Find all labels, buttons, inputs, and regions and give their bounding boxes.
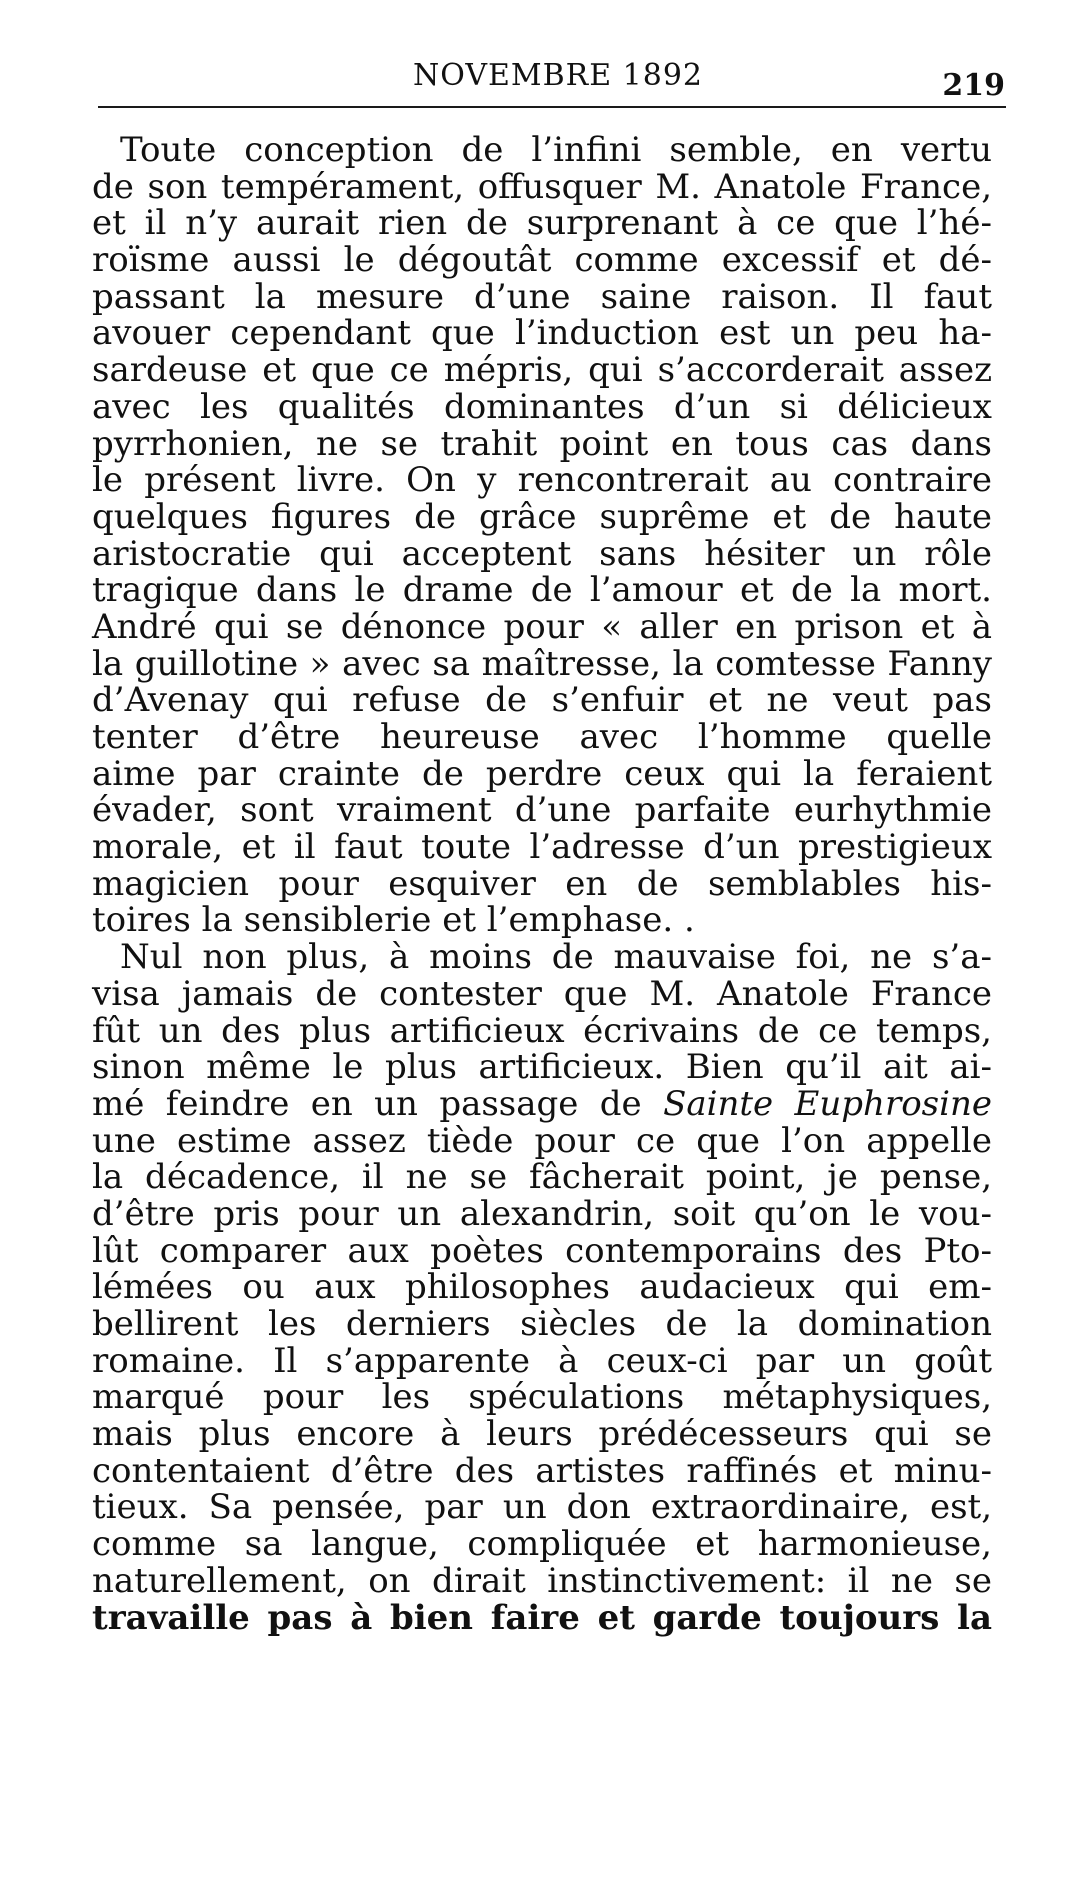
text-line-with-title [92, 1083, 993, 1124]
text-line: morale, et il faut toute l’adresse d’un prestigieux [92, 827, 992, 868]
text-line: Nul non plus, à moins de mauvaise foi, ne s’a- [120, 937, 992, 978]
text-line: fût un des plus artificieux écrivains de ce temps, [92, 1010, 992, 1051]
text-line: et il n’y aurait rien de surprenant à ce que l’hé- [92, 203, 992, 244]
text-line: une estime assez tiède pour ce que l’on appelle [92, 1120, 992, 1161]
text-line: tragique dans le drame de l’amour et de la mort. [92, 570, 992, 611]
text-line: le présent livre. On y rencontrerait au contraire [92, 460, 992, 501]
text-line: toires la sensiblerie et l’emphase. . [92, 900, 695, 941]
text-line: la guillotine » avec sa maîtresse, la comtesse Fanny [92, 643, 992, 684]
text-line: bellirent les derniers siècles de la domination [92, 1304, 992, 1344]
running-title: NOVEMBRE 1892 [413, 58, 704, 93]
text-line: lût comparer aux poètes contemporains des Pto- [92, 1230, 992, 1271]
text-line: naturellement, on dirait instinctivement: il ne se [92, 1560, 992, 1601]
text-line: aime par crainte de perdre ceux qui la feraient [92, 753, 992, 794]
text-line: d’Avenay qui refuse de s’enfuir et ne veut pas [92, 680, 992, 721]
text-fragment: mé feindre en un passage de [92, 1083, 664, 1124]
text-line: quelques figures de grâce suprême et de haute [92, 496, 992, 537]
text-line: tieux. Sa pensée, par un don extraordinaire, est, [92, 1487, 992, 1528]
text-line: romaine. Il s’apparente à ceux-ci par un goût [92, 1340, 992, 1381]
text-line: avouer cependant que l’induction est un peu ha- [92, 313, 992, 354]
text-line: aristocratie qui acceptent sans hésiter un rôle [92, 533, 992, 574]
text-line: marqué pour les spéculations métaphysiques, [92, 1377, 992, 1418]
text-line: mais plus encore à leurs prédécesseurs qui se [92, 1414, 992, 1455]
text-line: avec les qualités dominantes d’un si délicieux [92, 386, 992, 427]
text-line: travaille pas à bien faire et garde toujours la [92, 1597, 992, 1638]
text-line: pyrrhonien, ne se trahit point en tous cas dans [92, 423, 992, 464]
text-line: André qui se dénonce pour « aller en prison et à [92, 606, 992, 647]
text-line: de son tempérament, offusquer M. Anatole France, [92, 166, 992, 207]
text-line: contentaient d’être des artistes raffinés et minu- [92, 1450, 992, 1491]
book-title: Sainte Euphrosine [663, 1083, 993, 1124]
text-line: sardeuse et que ce mépris, qui s’accorderait assez [92, 350, 992, 391]
text-line: magicien pour esquiver en de semblables his- [92, 863, 992, 904]
text-line: tenter d’être heureuse avec l’homme quelle [92, 717, 992, 757]
running-head [100, 58, 1005, 103]
text-line: sinon même le plus artificieux. Bien qu’il ait ai- [92, 1047, 992, 1088]
text-line: Toute conception de l’infini semble, en vertu [120, 130, 992, 170]
text-line: passant la mesure d’une saine raison. Il faut [92, 276, 992, 317]
text-line: la décadence, il ne se fâcherait point, je pense, [92, 1157, 992, 1198]
text-line: roïsme aussi le dégoutât comme excessif et dé- [92, 240, 992, 281]
body-text [92, 132, 992, 1636]
text-line: d’être pris pour un alexandrin, soit qu’on le vou- [92, 1193, 992, 1234]
header-rule [98, 106, 1006, 108]
text-line: visa jamais de contester que M. Anatole France [92, 973, 992, 1014]
text-line: lémées ou aux philosophes audacieux qui em- [92, 1267, 992, 1308]
text-line: comme sa langue, compliquée et harmonieuse, [92, 1524, 992, 1565]
page-number: 219 [942, 68, 1005, 103]
text-line: évader, sont vraiment d’une parfaite eurhythmie [92, 790, 992, 831]
